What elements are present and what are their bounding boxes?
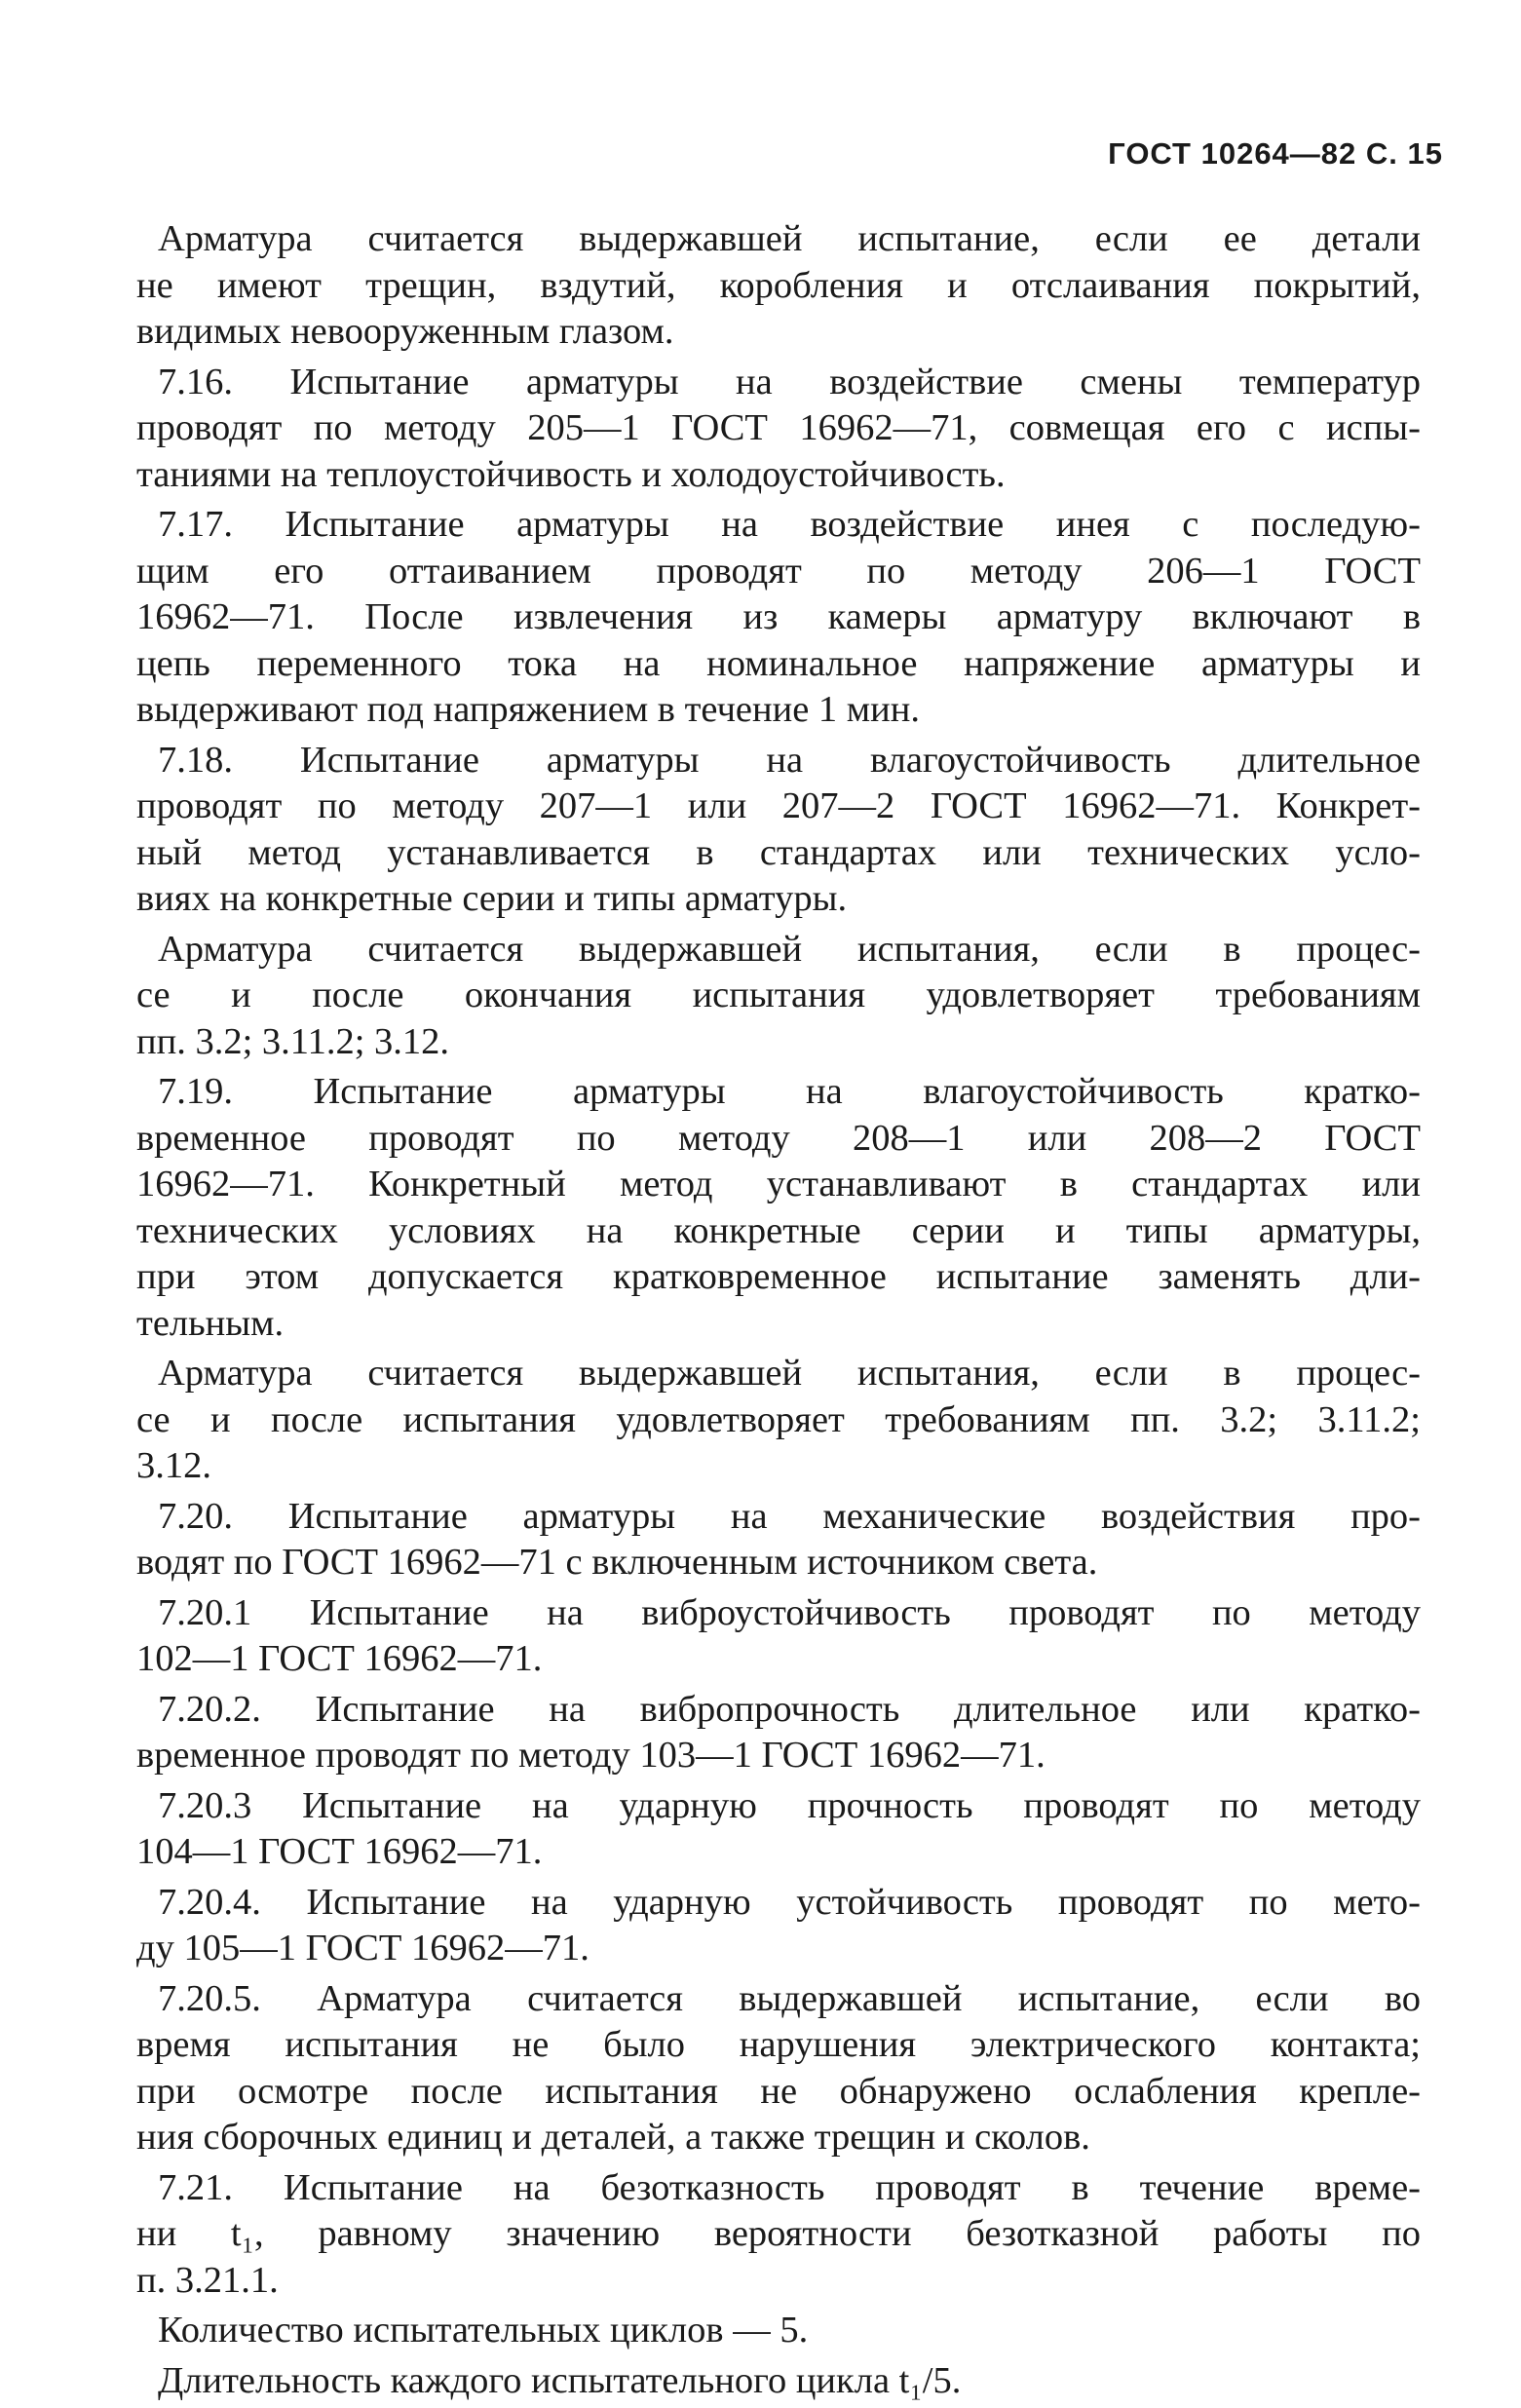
- text-line: таниями на теплоустойчивость и холодоустойчивость.: [136, 453, 1006, 495]
- text-line: временное проводят по методу 208—1 или 208—2 ГОСТ: [136, 1117, 1421, 1159]
- paragraph-p7204: [136, 1880, 1421, 1972]
- paragraph-p721c: [136, 2358, 1421, 2405]
- text-line: водят по ГОСТ 16962—71 с включенным источником света.: [136, 1542, 1098, 1583]
- text-line: виях на конкретные серии и типы арматуры.: [136, 878, 848, 919]
- text-line: 7.21. Испытание на безотказность проводят в течение време-: [158, 2166, 1421, 2208]
- paragraph-p720: [136, 1494, 1421, 1586]
- text-line: Длительность каждого испытательного цикла t₁/5.: [158, 2359, 962, 2401]
- text-line: 7.20.1 Испытание на виброустойчивость проводят по методу: [158, 1591, 1421, 1633]
- paragraph-p719: [136, 1069, 1421, 1347]
- text-line: временное проводят по методу 103—1 ГОСТ 16962—71.: [136, 1735, 1046, 1776]
- text-line: 7.20. Испытание арматуры на механические воздействия про-: [158, 1495, 1421, 1537]
- text-line: ни t₁, равному значению вероятности безотказной работы по: [136, 2213, 1421, 2254]
- text-line: 7.20.4. Испытание на ударную устойчивость проводят по мето-: [158, 1881, 1421, 1923]
- document-body: [136, 216, 1421, 2408]
- text-line: при этом допускается кратковременное испытание заменять дли-: [136, 1256, 1421, 1297]
- text-line: п. 3.21.1.: [136, 2259, 279, 2301]
- text-line: 102—1 ГОСТ 16962—71.: [136, 1638, 543, 1679]
- text-line: цепь переменного тока на номинальное напряжение арматуры и: [136, 642, 1421, 684]
- text-line: Арматура считается выдержавшей испытание, если ее детали: [158, 218, 1421, 259]
- paragraph-p7203: [136, 1783, 1421, 1876]
- paragraph-p721: [136, 2165, 1421, 2305]
- text-line: технических условиях на конкретные серии и типы арматуры,: [136, 1209, 1421, 1251]
- text-line: Арматура считается выдержавшей испытания, если в процес-: [158, 928, 1421, 970]
- text-line: ду 105—1 ГОСТ 16962—71.: [136, 1928, 589, 1968]
- text-line: время испытания не было нарушения электрического контакта;: [136, 2024, 1421, 2065]
- paragraph-p716: [136, 360, 1421, 499]
- paragraph-p0: [136, 216, 1421, 356]
- text-line: Количество испытательных циклов — 5.: [158, 2310, 809, 2351]
- paragraph-p718b: [136, 927, 1421, 1066]
- text-line: выдерживают под напряжением в течение 1 мин.: [136, 689, 921, 730]
- text-line: 7.18. Испытание арматуры на влагоустойчивость длительное: [158, 739, 1421, 781]
- text-line: проводят по методу 205—1 ГОСТ 16962—71, совмещая его с испы-: [136, 407, 1421, 448]
- text-line: се и после окончания испытания удовлетворяет требованиям: [136, 975, 1421, 1015]
- text-line: щим его оттаиванием проводят по методу 206—1 ГОСТ: [136, 550, 1421, 592]
- text-line: ный метод устанавливается в стандартах или технических усло-: [136, 831, 1421, 873]
- text-line: ния сборочных единиц и деталей, а также трещин и сколов.: [136, 2117, 1090, 2158]
- text-line: 7.19. Испытание арматуры на влагоустойчивость кратко-: [158, 1071, 1421, 1112]
- paragraph-p7202: [136, 1687, 1421, 1779]
- text-line: 16962—71. Конкретный метод устанавливают в стандартах или: [136, 1164, 1421, 1204]
- text-line: тельным.: [136, 1302, 285, 1344]
- text-line: 3.12.: [136, 1445, 211, 1486]
- text-line: се и после испытания удовлетворяет требованиям пп. 3.2; 3.11.2;: [136, 1398, 1421, 1440]
- text-line: при осмотре после испытания не обнаружено ослабления крепле-: [136, 2070, 1421, 2112]
- paragraph-p717: [136, 502, 1421, 734]
- text-line: 104—1 ГОСТ 16962—71.: [136, 1831, 543, 1872]
- text-line: видимых невооруженным глазом.: [136, 311, 674, 352]
- paragraph-p719b: [136, 1351, 1421, 1490]
- paragraph-p7201: [136, 1590, 1421, 1683]
- text-line: проводят по методу 207—1 или 207—2 ГОСТ 16962—71. Конкрет-: [136, 785, 1421, 826]
- text-line: 7.16. Испытание арматуры на воздействие смены температур: [158, 361, 1421, 402]
- paragraph-p721b: [136, 2308, 1421, 2354]
- text-line: не имеют трещин, вздутий, коробления и отслаивания покрытий,: [136, 264, 1421, 306]
- text-line: 7.20.2. Испытание на вибропрочность длительное или кратко-: [158, 1688, 1421, 1730]
- paragraph-p718: [136, 738, 1421, 923]
- text-line: Арматура считается выдержавшей испытания, если в процес-: [158, 1353, 1421, 1394]
- page-header: ГОСТ 10264—82 С. 15: [1108, 136, 1443, 171]
- text-line: 7.20.5. Арматура считается выдержавшей испытание, если во: [158, 1977, 1421, 2019]
- paragraph-p7205: [136, 1976, 1421, 2161]
- text-line: пп. 3.2; 3.11.2; 3.12.: [136, 1020, 450, 1062]
- text-line: 16962—71. После извлечения из камеры арматуру включают в: [136, 596, 1421, 637]
- text-line: 7.20.3 Испытание на ударную прочность проводят по методу: [158, 1784, 1421, 1826]
- text-line: 7.17. Испытание арматуры на воздействие инея с последую-: [158, 504, 1421, 545]
